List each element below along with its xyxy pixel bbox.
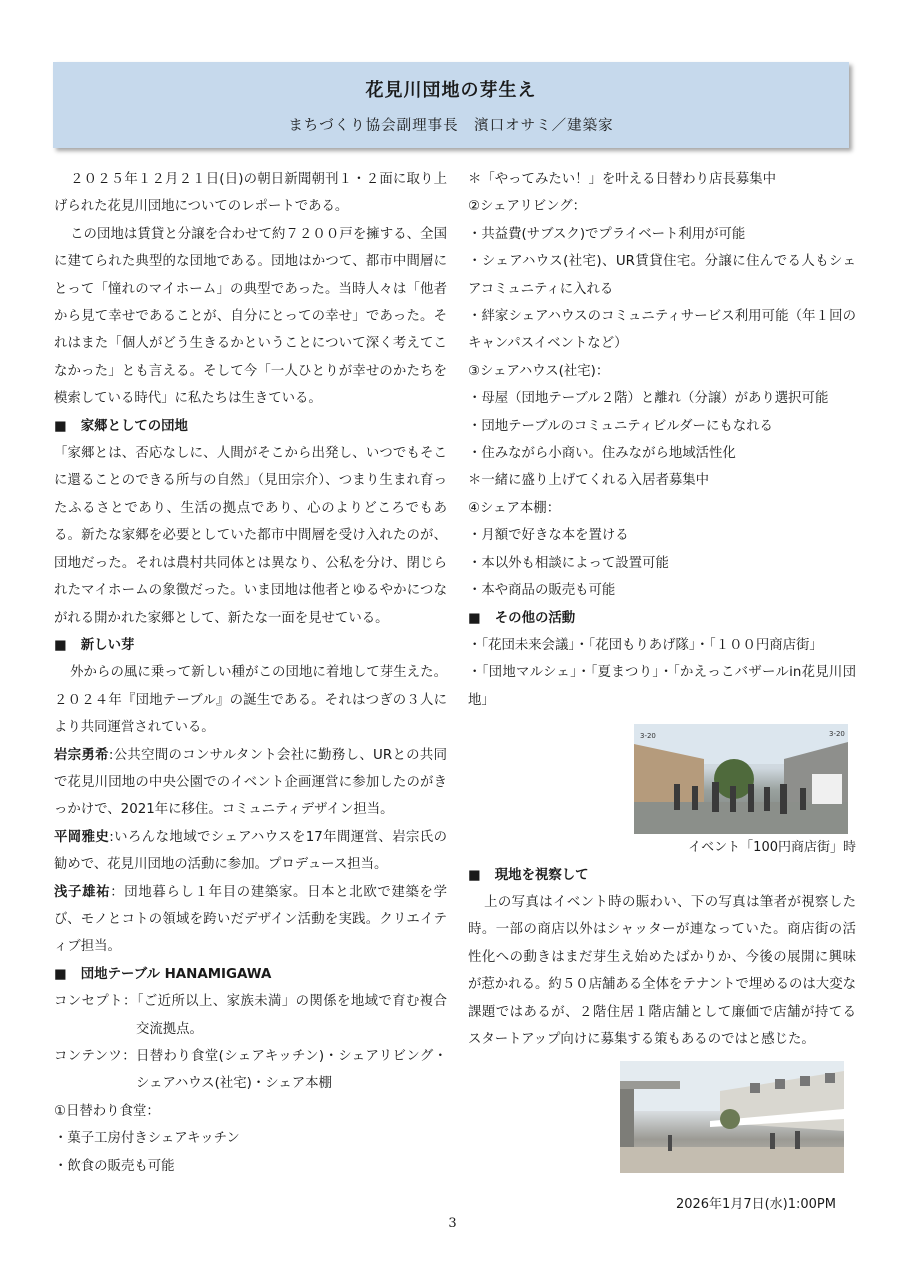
section-heading-home: ■ 家郷としての団地 xyxy=(54,413,447,440)
item-daily-diner-b: ・飲食の販売も可能 xyxy=(54,1158,175,1174)
list-item: ・住みながら小商い。住みながら地域活性化 xyxy=(468,446,736,462)
list-item: ・「団地マルシェ」・「夏まつり」・「かえっこバザールin花見川団地」 xyxy=(468,665,856,708)
square-bullet-icon: ■ xyxy=(54,418,67,434)
contents-line: コンテンツ：日替わり食堂(シェアキッチン)・シェアリビング・シェアハウス(社宅)・シェア本棚 xyxy=(54,1049,447,1092)
person-iwamune: 岩宗勇希:公共空間のコンサルタント会社に勤務し、URとの共同で花見川団地の中央公園でのイベント企画運営に参加したのがきっかけで、2021年に移住。コミュニティデザイン担当。 xyxy=(54,747,447,818)
page-number: 3 xyxy=(448,1216,457,1231)
intro-paragraph-1: ２０２５年１２月２１日(日)の朝日新聞朝刊１・２面に取り上げられた花見川団地についてのレポートである。 xyxy=(54,172,447,215)
square-bullet-icon: ■ xyxy=(468,610,481,626)
list-item: ・絆家シェアハウスのコミュニティサービス利用可能（年１回のキャンパスイベントなど） xyxy=(468,309,856,352)
event-photo-caption: イベント「100円商店街」時 xyxy=(688,840,856,856)
square-bullet-icon: ■ xyxy=(468,867,481,883)
photo-sign-right: 3-20 xyxy=(829,730,845,739)
person-asako: 浅子雄祐：団地暮らし１年目の建築家。日本と北欧で建築を学び、モノとコトの領域を跨いだデザイン活動を実践。クリエイティブ担当。 xyxy=(54,884,448,955)
square-bullet-icon: ■ xyxy=(54,637,67,653)
left-column xyxy=(54,166,447,1180)
section-heading-other-activities: ■ その他の活動 xyxy=(468,605,856,632)
concept-line: コンセプト：「ご近所以上、家族未満」の関係を地域で育む複合交流拠点。 xyxy=(54,994,447,1037)
list-item: ②シェアリビング： xyxy=(468,199,587,215)
section-heading-danchi-table: ■ 団地テーブル HANAMIGAWA xyxy=(54,961,447,988)
list-item: ・本や商品の販売も可能 xyxy=(468,583,616,599)
event-photo xyxy=(634,724,848,834)
new-sprout-paragraph: 外からの風に乗って新しい種がこの団地に着地して芽生えた。２０２４年『団地テーブル』の誕生である。それはつぎの３人により共同運営されている。 xyxy=(54,665,447,736)
list-item: ＊「やってみたい！」を叶える日替わり店長募集中 xyxy=(468,172,776,187)
home-paragraph: 「家郷とは、否応なしに、人間がそこから出発し、いつでもそこに還ることのできる所与の自然」（見田宗介）、つまり生まれ育ったふるさとであり、生活の拠点であり、心のよりどころでもある。新たな家郷を必要としていた都市中間層を受け入れたのが、団地だった。それは農村共同体とは異なり、公私を分け、閉じられたマイホームの象徴だった。いま団地は他者とゆるやかにつながれる開かれた家郷として、新たな一面を見せている。 xyxy=(54,446,447,626)
list-item: ・団地テーブルのコミュニティビルダーにもなれる xyxy=(468,418,773,434)
list-item: ・共益費(サブスク)でプライベート利用が可能 xyxy=(468,226,746,242)
intro-paragraph-2: この団地は賃貸と分譲を合わせて約７２００戸を擁する、全国に建てられた典型的な団地である。団地はかつて、都市中間層にとって「憧れのマイホーム」の典型であった。当時人々は「他者から見て幸せであることが、自分にとっての幸せ」であった。それはまた「個人がどう生きるかということについて深く考えてこなかった」とも言える。そして今「一人ひとりが幸せのかたちを模索している時代」に私たちは生きている。 xyxy=(54,226,447,407)
item-daily-diner: ①日替わり食堂： xyxy=(54,1103,160,1119)
author-line: まちづくり協会副理事長 濱口オサミ／建築家 xyxy=(288,118,614,134)
item-daily-diner-a: ・菓子工房付きシェアキッチン xyxy=(54,1131,240,1147)
event-crowd-illustration xyxy=(634,724,848,834)
list-item: ・「花団未来会議」・「花団もりあげ隊」・「１００円商店街」 xyxy=(468,637,823,653)
visit-photo-caption: 2026年1月7日(水)1:00PM xyxy=(675,1197,836,1213)
list-item: ④シェア本棚： xyxy=(468,500,561,516)
list-item: ・本以外も相談によって設置可能 xyxy=(468,555,669,571)
list-item: ・月額で好きな本を置ける xyxy=(468,528,629,544)
photo-sign-left: 3-20 xyxy=(640,732,656,741)
site-visit-paragraph: 上の写真はイベント時の賑わい、下の写真は筆者が視察した時。一部の商店以外はシャッターが連なっていた。商店街の活性化への動きはまだ芽生え始めたばかりか、今後の展開に興味が惹かれる。約５０店舗ある全体をテナントで埋めるのは大変な課題ではあるが、２階住居１階店舗として廉価で店舗が持てるスタートアップ向けに募集する策もあるのではと感じた。 xyxy=(468,894,856,1047)
square-bullet-icon: ■ xyxy=(54,966,67,982)
article-title: 花見川団地の芽生え xyxy=(365,80,537,101)
section-heading-site-visit: ■ 現地を視察して xyxy=(468,862,856,889)
list-item: ・母屋（団地テーブル２階）と離れ（分譲）があり選択可能 xyxy=(468,391,829,407)
shopping-street-photo xyxy=(620,1061,844,1173)
right-column xyxy=(468,166,856,1219)
list-item: ・シェアハウス(社宅)、UR賃貸住宅。分譲に住んでる人もシェアコミュニティに入れる xyxy=(468,254,856,297)
person-hiraoka: 平岡雅史:いろんな地域でシェアハウスを17年間運営、岩宗氏の勧めで、花見川団地の活動に参加。プロデュース担当。 xyxy=(54,829,448,873)
title-banner xyxy=(53,62,849,148)
section-heading-new-sprout: ■ 新しい芽 xyxy=(54,632,447,659)
list-item: ③シェアハウス(社宅)： xyxy=(468,363,610,379)
list-item: ＊一緒に盛り上げてくれる入居者募集中 xyxy=(468,473,710,489)
